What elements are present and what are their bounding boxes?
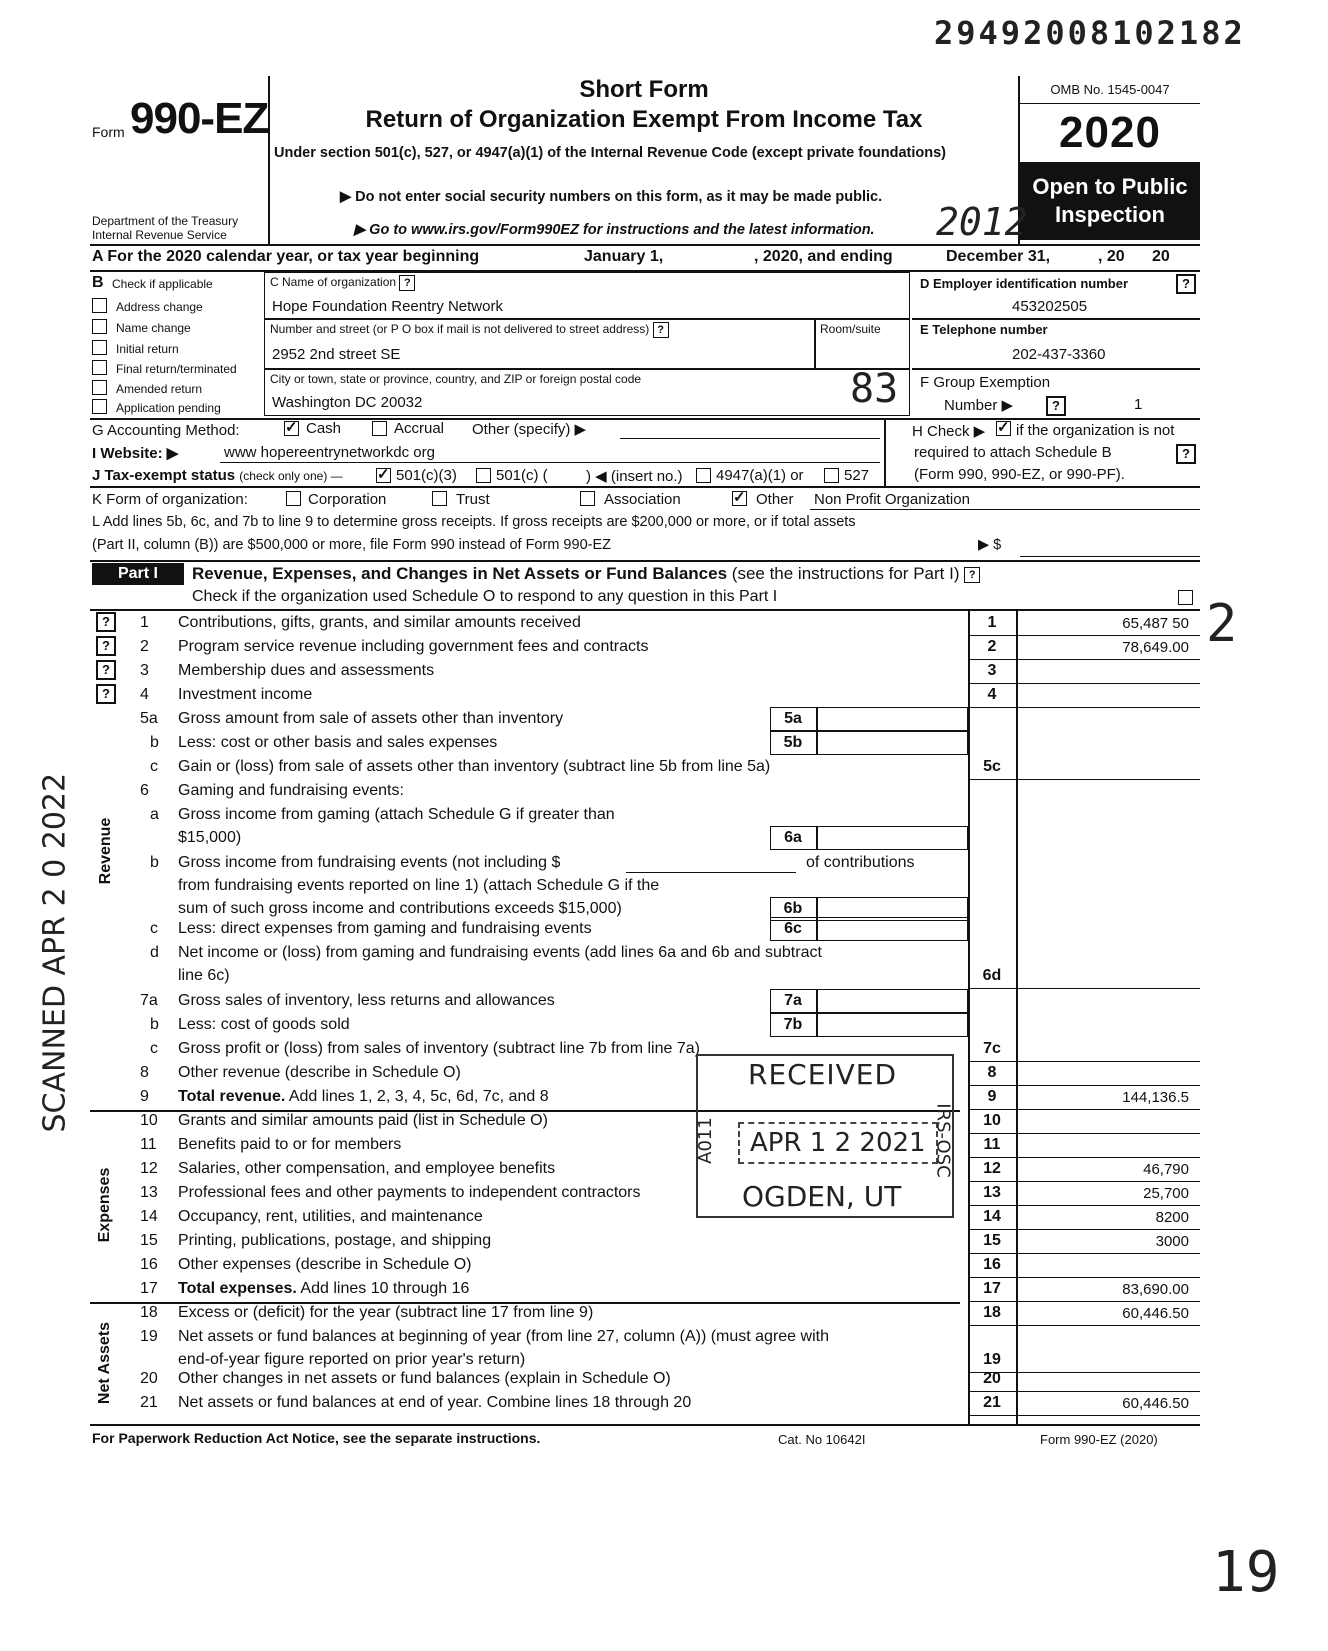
tax-year-end-suffix: , 20: [1098, 248, 1125, 265]
address-change-label: Address change: [116, 300, 203, 314]
line-box-label: 5c: [983, 758, 1001, 775]
website-value: www hopereentrynetworkdc org: [224, 444, 435, 461]
line-number: a: [150, 806, 159, 823]
line-l-arrow: ▶ $: [978, 537, 1002, 553]
line-number: b: [150, 1016, 159, 1033]
dept-treasury: Department of the Treasury: [92, 214, 239, 228]
info-icon[interactable]: ?: [1176, 444, 1196, 464]
line-number: 11: [140, 1136, 157, 1153]
telephone-label: E Telephone number: [920, 322, 1048, 337]
form-of-org-label: K Form of organization:: [92, 491, 248, 508]
street-address: 2952 2nd street SE: [272, 346, 401, 363]
ein-label: D Employer identification number: [920, 276, 1129, 291]
irs-service: Internal Revenue Service: [92, 228, 227, 242]
line-text: Total expenses. Add lines 10 through 16: [178, 1280, 470, 1297]
line-text: Gaming and fundraising events:: [178, 782, 404, 799]
tax-year-end: December 31,: [946, 248, 1051, 265]
line-text-cont: line 6c): [178, 967, 230, 984]
website-label: I Website: ▶: [92, 445, 179, 462]
tax-year: 2020: [1059, 108, 1161, 157]
527-checkbox[interactable]: [824, 468, 839, 483]
line-number: 21: [140, 1394, 158, 1411]
application-pending-label: Application pending: [116, 401, 221, 415]
other-org-label: Other: [756, 491, 794, 508]
schedule-o-check-text: Check if the organization used Schedule O to respond to any question in this Part I: [192, 588, 778, 605]
line-box-label: 21: [983, 1394, 1001, 1411]
form-title: Return of Organization Exempt From Income Tax: [365, 106, 923, 133]
line-box-label: 6d: [982, 967, 1002, 984]
line-number: 16: [140, 1256, 158, 1273]
omb-number: OMB No. 1545-0047: [1050, 82, 1170, 97]
net-assets-side-label: Net Assets: [96, 1321, 113, 1405]
initial-return-checkbox[interactable]: [92, 340, 107, 355]
line-text: Total revenue. Add lines 1, 2, 3, 4, 5c, 6d, 7c, and 8: [178, 1088, 549, 1105]
line-text: Benefits paid to or for members: [178, 1136, 402, 1153]
line-box-label: 4: [987, 686, 997, 703]
other-org-checkbox[interactable]: [732, 491, 747, 506]
application-pending-checkbox[interactable]: [92, 399, 107, 414]
info-icon[interactable]: ?: [1046, 396, 1066, 416]
org-name-label: C Name of organization ?: [270, 275, 415, 291]
info-icon[interactable]: ?: [1176, 274, 1196, 294]
line-text: Gross income from fundraising events (not including $: [178, 854, 561, 871]
line-number: c: [150, 920, 158, 937]
line-box-label: 6a: [784, 829, 802, 846]
line-box-label: 18: [983, 1304, 1001, 1321]
line-text-cont: of contributions: [806, 854, 915, 871]
name-change-checkbox[interactable]: [92, 319, 107, 334]
line-box-label: 19: [983, 1351, 1001, 1368]
tax-year-begin: January 1,: [584, 248, 664, 265]
name-change-label: Name change: [116, 321, 191, 335]
info-icon[interactable]: ?: [96, 684, 116, 704]
tax-year-mid: , 2020, and ending: [754, 248, 893, 265]
line-box-label: 20: [983, 1370, 1001, 1387]
line-box-label: 5b: [783, 734, 803, 751]
line-text: Gross sales of inventory, less returns and allowances: [178, 992, 555, 1009]
line-number: d: [150, 944, 159, 961]
org-name: Hope Foundation Reentry Network: [272, 298, 503, 315]
line-text: Gross amount from sale of assets other than inventory: [178, 710, 564, 727]
line-number: 12: [140, 1160, 158, 1177]
line-text-cont: $15,000): [178, 829, 242, 846]
line-box-label: 7a: [784, 992, 802, 1009]
room-suite-label: Room/suite: [820, 322, 881, 336]
line-box-label: 7b: [783, 1016, 803, 1033]
accrual-label: Accrual: [394, 420, 445, 437]
line-number: 6: [140, 782, 149, 799]
line-text: Investment income: [178, 686, 313, 703]
received-stamp-place: OGDEN, UT: [742, 1180, 902, 1213]
line-number: 15: [140, 1232, 158, 1249]
info-icon[interactable]: ?: [399, 275, 415, 291]
part-i-tag: Part I: [92, 563, 184, 585]
line-number: 14: [140, 1208, 158, 1225]
line-box-label: 15: [983, 1232, 1001, 1249]
line-text: Excess or (deficit) for the year (subtract line 17 from line 9): [178, 1304, 594, 1321]
info-icon[interactable]: ?: [653, 322, 669, 338]
line-amount[interactable]: 60,446.50: [1122, 1395, 1189, 1412]
line-text: Net assets or fund balances at end of year. Combine lines 18 through 20: [178, 1394, 692, 1411]
line-number: c: [150, 1040, 158, 1057]
association-checkbox[interactable]: [580, 491, 595, 506]
expenses-side-label: Expenses: [96, 1167, 113, 1243]
line-text: Printing, publications, postage, and shipping: [178, 1232, 492, 1249]
trust-label: Trust: [456, 491, 490, 508]
final-return-checkbox[interactable]: [92, 360, 107, 375]
line-text: Grants and similar amounts paid (list in Schedule O): [178, 1112, 548, 1129]
line-number: 20: [140, 1370, 158, 1387]
line-number: 5a: [140, 710, 158, 727]
part-i-title: Revenue, Expenses, and Changes in Net Assets or Fund Balances (see the instructions for Part I) ?: [192, 564, 980, 584]
line-amount[interactable]: 83,690.00: [1122, 1281, 1189, 1298]
line-text: Gross income from gaming (attach Schedule G if greater than: [178, 806, 615, 823]
trust-checkbox[interactable]: [432, 491, 447, 506]
inspection: Inspection: [1054, 202, 1165, 227]
initial-return-label: Initial return: [116, 342, 179, 356]
501c-label: 501(c) (: [496, 467, 548, 484]
city-label: City or town, state or province, country, and ZIP or foreign postal code: [270, 372, 642, 386]
insert-no-label: ) ◀ (insert no.): [586, 468, 683, 485]
line-text-cont: from fundraising events reported on line 1) (attach Schedule G if the: [178, 877, 660, 894]
line-box-label: 6c: [784, 920, 802, 937]
line-box-label: 13: [983, 1184, 1001, 1201]
open-to-public: Open to Public: [1032, 174, 1188, 199]
line-amount[interactable]: 46,790: [1143, 1161, 1189, 1178]
line-number: 19: [140, 1328, 158, 1345]
line-number: 8: [140, 1064, 149, 1081]
line-number: 4: [140, 686, 149, 703]
info-icon[interactable]: ?: [96, 660, 116, 680]
group-exemption-number-label: Number ▶: [944, 397, 1014, 414]
line-amount[interactable]: 25,700: [1143, 1185, 1189, 1202]
line-text: Net income or (loss) from gaming and fundraising events (add lines 6a and 6b and subtract: [178, 944, 822, 961]
line-box-label: 9: [987, 1088, 997, 1105]
association-label: Association: [604, 491, 681, 508]
line-box-label: 5a: [784, 710, 802, 727]
line-box-label: 8: [987, 1064, 997, 1081]
amended-return-label: Amended return: [116, 382, 203, 396]
h-text-1: if the organization is not: [1016, 422, 1175, 439]
corporation-checkbox[interactable]: [286, 491, 301, 506]
line-amount-field[interactable]: [818, 827, 966, 849]
line-text: Occupancy, rent, utilities, and maintenance: [178, 1208, 483, 1225]
line-box-label: 16: [983, 1256, 1001, 1273]
tax-year-end-year: 20: [1152, 248, 1170, 265]
amended-return-checkbox[interactable]: [92, 380, 107, 395]
line-amount[interactable]: 144,136.5: [1122, 1089, 1189, 1106]
info-icon[interactable]: ?: [96, 612, 116, 632]
group-exemption-value: 1: [1134, 396, 1143, 413]
line-number: 2: [140, 638, 149, 655]
line-text: Other revenue (describe in Schedule O): [178, 1064, 461, 1081]
check-if-applicable: Check if applicable: [112, 277, 213, 291]
form-number: 990-EZ: [130, 94, 269, 143]
form-subtitle: Under section 501(c), 527, or 4947(a)(1) of the Internal Revenue Code (except private foundations): [274, 145, 946, 161]
line-l-text-1: L Add lines 5b, 6c, and 7b to line 9 to determine gross receipts. If gross receipts are $200,000 or more, or if total assets: [92, 514, 856, 530]
line-text-cont: sum of such gross income and contributions exceeds $15,000): [178, 900, 622, 917]
501c3-checkbox[interactable]: [376, 468, 391, 483]
schedule-o-checkbox[interactable]: [1178, 590, 1193, 605]
line-box-label: 2: [987, 638, 997, 655]
line-text: Professional fees and other payments to independent contractors: [178, 1184, 641, 1201]
group-exemption-label: F Group Exemption: [920, 374, 1051, 391]
501c3-label: 501(c)(3): [396, 467, 457, 484]
line-box-label: 3: [987, 662, 997, 679]
city-state-zip: Washington DC 20032: [272, 394, 423, 411]
line-l-text-2: (Part II, column (B)) are $500,000 or more, file Form 990 instead of Form 990-EZ: [92, 537, 611, 553]
line-amount-field[interactable]: [818, 918, 966, 940]
line-text: Membership dues and assessments: [178, 662, 435, 679]
line-amount[interactable]: 60,446.50: [1122, 1305, 1189, 1322]
short-form-title: Short Form: [579, 76, 709, 103]
handwritten-2: 2: [1206, 594, 1238, 654]
527-label: 527: [844, 467, 870, 484]
line-text: Contributions, gifts, grants, and similar amounts received: [178, 614, 581, 631]
received-stamp-date: APR 1 2 2021: [738, 1122, 938, 1164]
address-change-checkbox[interactable]: [92, 298, 107, 313]
catalog-number: Cat. No 10642I: [778, 1432, 866, 1447]
line-amount-field[interactable]: [818, 708, 966, 730]
line-box-label: 6b: [783, 900, 803, 917]
goto-notice: ▶ Go to www.irs.gov/Form990EZ for instructions and the latest information.: [354, 222, 875, 238]
line-text: Gain or (loss) from sale of assets other than inventory (subtract line 5b from line 5a): [178, 758, 771, 775]
form-word: Form: [92, 124, 125, 140]
received-stamp-title: RECEIVED: [748, 1058, 898, 1091]
line-box-label: 12: [983, 1160, 1001, 1177]
ssn-notice: ▶ Do not enter social security numbers on this form, as it may be made public.: [340, 189, 883, 205]
tax-exempt-label: J Tax-exempt status (check only one) —: [92, 467, 343, 484]
scanned-stamp: SCANNED APR 2 0 2022: [37, 772, 73, 1133]
line-box-label: 1: [987, 614, 997, 631]
line-number: 3: [140, 662, 149, 679]
cash-label: Cash: [306, 420, 342, 437]
line-box-label: 7c: [983, 1040, 1001, 1057]
document-locator-number: 29492008102182: [934, 14, 1246, 52]
line-number: c: [150, 758, 158, 775]
revenue-side-label: Revenue: [97, 817, 114, 885]
info-icon[interactable]: ?: [964, 567, 980, 583]
corporation-label: Corporation: [308, 491, 387, 508]
paperwork-notice: For Paperwork Reduction Act Notice, see the separate instructions.: [92, 1430, 541, 1446]
info-icon[interactable]: ?: [96, 636, 116, 656]
form-footer: Form 990-EZ (2020): [1040, 1432, 1158, 1447]
street-label: Number and street (or P O box if mail is not delivered to street address) ?: [270, 322, 669, 338]
line-text: Net assets or fund balances at beginning of year (from line 27, column (A)) (must agree with: [178, 1328, 829, 1345]
line-amount-field[interactable]: [818, 732, 966, 754]
ein-value: 453202505: [1012, 298, 1088, 315]
line-box-label: 17: [983, 1280, 1001, 1297]
section-b-label: B: [92, 274, 104, 291]
line-text: Gross profit or (loss) from sales of inventory (subtract line 7b from line 7a): [178, 1040, 700, 1057]
line-amount[interactable]: 8200: [1155, 1209, 1189, 1226]
line-amount-field[interactable]: [818, 1014, 966, 1036]
line-text: Less: cost or other basis and sales expenses: [178, 734, 498, 751]
final-return-label: Final return/terminated: [116, 362, 237, 376]
line-number: 18: [140, 1304, 158, 1321]
501c-checkbox[interactable]: [476, 468, 491, 483]
line-a-label: A For the 2020 calendar year, or tax year beginning: [92, 248, 480, 265]
other-specify-label: Other (specify) ▶: [472, 421, 587, 438]
other-org-value: Non Profit Organization: [814, 491, 970, 508]
accrual-checkbox[interactable]: [372, 421, 387, 436]
line-amount[interactable]: 65,487 50: [1122, 615, 1189, 632]
line-text: Less: cost of goods sold: [178, 1016, 350, 1033]
handwritten-19: 19: [1212, 1540, 1280, 1605]
line-box-label: 10: [983, 1112, 1001, 1129]
line-amount[interactable]: 3000: [1155, 1233, 1189, 1250]
line-number: b: [150, 734, 159, 751]
line-text-cont: end-of-year figure reported on prior year's return): [178, 1351, 526, 1368]
telephone-value: 202-437-3360: [1012, 346, 1106, 363]
received-stamp-left: A011: [694, 1117, 716, 1164]
schedule-b-checkbox[interactable]: [996, 421, 1011, 436]
line-box-label: 11: [983, 1136, 1001, 1153]
4947-label: 4947(a)(1) or: [716, 467, 804, 484]
handwritten-2012: 2012: [936, 200, 1028, 244]
h-text-3: (Form 990, 990-EZ, or 990-PF).: [914, 466, 1125, 483]
line-number: 7a: [140, 992, 158, 1009]
line-text: Other changes in net assets or fund balances (explain in Schedule O): [178, 1370, 671, 1387]
line-box-label: 14: [983, 1208, 1001, 1225]
line-number: 17: [140, 1280, 158, 1297]
cash-checkbox[interactable]: [284, 421, 299, 436]
accounting-method-label: G Accounting Method:: [92, 422, 240, 439]
line-text: Less: direct expenses from gaming and fundraising events: [178, 920, 592, 937]
line-text: Other expenses (describe in Schedule O): [178, 1256, 472, 1273]
handwritten-83: 83: [850, 366, 899, 412]
line-number: 9: [140, 1088, 149, 1105]
line-number: b: [150, 854, 159, 871]
line-text: Program service revenue including government fees and contracts: [178, 638, 649, 655]
received-stamp-right: IRS-OSC: [932, 1103, 954, 1178]
line-number: 1: [140, 614, 149, 631]
line-amount[interactable]: 78,649.00: [1122, 639, 1189, 656]
4947-checkbox[interactable]: [696, 468, 711, 483]
line-number: 10: [140, 1112, 158, 1129]
h-check-label: H Check ▶: [912, 423, 986, 440]
h-text-2: required to attach Schedule B: [914, 444, 1112, 461]
line-number: 13: [140, 1184, 158, 1201]
line-text: Salaries, other compensation, and employee benefits: [178, 1160, 556, 1177]
line-amount-field[interactable]: [818, 990, 966, 1012]
